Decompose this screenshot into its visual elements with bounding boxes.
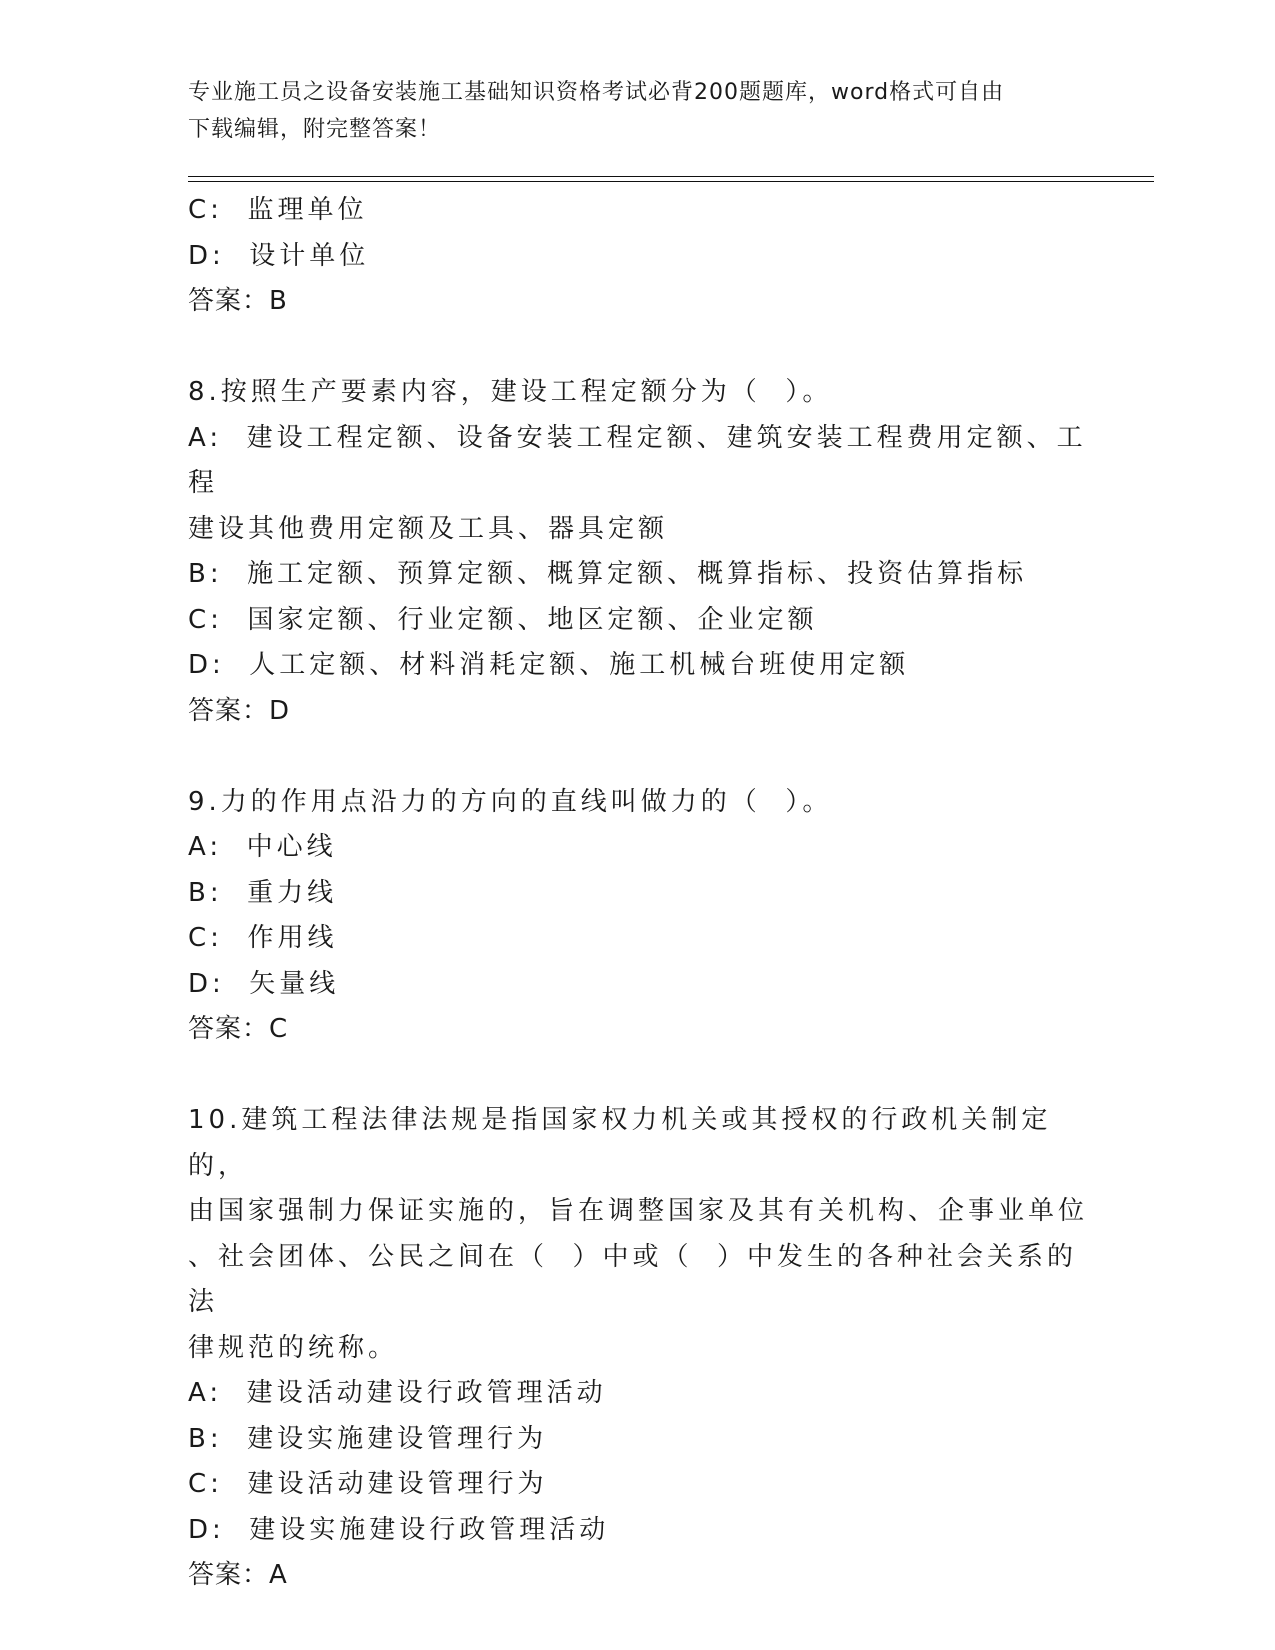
question-stem-line-2: 由国家强制力保证实施的，旨在调整国家及其有关机构、企事业单位: [188, 1196, 1089, 1226]
option-b: B: 施工定额、预算定额、概算定额、概算指标、投资估算指标: [188, 559, 1028, 589]
option-d: D: 矢量线: [188, 968, 340, 999]
option-c: C: 建设活动建设管理行为: [188, 1469, 548, 1499]
question-block-10: [188, 1098, 1088, 1599]
header-divider-bottom: [188, 181, 1154, 182]
option-c: C: 国家定额、行业定额、地区定额、企业定额: [188, 604, 818, 635]
question-list: [188, 188, 1088, 1599]
answer-label: 答案：D: [188, 695, 291, 726]
question-stem-line-1: 10.建筑工程法律法规是指国家权力机关或其授权的行政机关制定的，: [188, 1105, 1052, 1181]
spacer: [188, 734, 1088, 780]
option-c: C: 监理单位: [188, 195, 368, 225]
option-d: D: 人工定额、材料消耗定额、施工机械台班使用定额: [188, 650, 910, 680]
option-c: C: 作用线: [188, 923, 338, 953]
header-divider-top: [188, 176, 1154, 177]
option-d: D: 设计单位: [188, 240, 370, 271]
option-b: B: 建设实施建设管理行为: [188, 1423, 548, 1454]
option-d: D: 建设实施建设行政管理活动: [188, 1514, 610, 1545]
option-a-continued: 建设其他费用定额及工具、器具定额: [188, 513, 669, 544]
option-a: A: 建设工程定额、设备安装工程定额、建筑安装工程费用定额、工程: [188, 422, 1087, 498]
header-line-1: 专业施工员之设备安装施工基础知识资格考试必背200题题库，word格式可自由: [188, 80, 1005, 105]
document-header: [188, 74, 1088, 148]
question-block-9: [188, 780, 1088, 1053]
spacer: [188, 325, 1088, 371]
answer-label: 答案：C: [188, 1014, 289, 1044]
question-block-8: [188, 370, 1088, 734]
question-stem: 8.按照生产要素内容，建设工程定额分为（ ）。: [188, 377, 833, 407]
question-stem: 9.力的作用点沿力的方向的直线叫做力的（ ）。: [188, 786, 833, 817]
answer-label: 答案：B: [188, 286, 288, 316]
spacer: [188, 1053, 1088, 1099]
question-block-7: [188, 188, 1088, 325]
answer-label: 答案：A: [188, 1560, 288, 1590]
header-line-2: 下载编辑，附完整答案！: [188, 117, 442, 142]
option-a: A: 建设活动建设行政管理活动: [188, 1378, 607, 1408]
question-stem-line-4: 律规范的统称。: [188, 1332, 399, 1363]
question-stem-line-3: 、社会团体、公民之间在（ ）中或（ ）中发生的各种社会关系的法: [188, 1241, 1078, 1317]
option-a: A: 中心线: [188, 832, 337, 862]
option-b: B: 重力线: [188, 877, 338, 908]
